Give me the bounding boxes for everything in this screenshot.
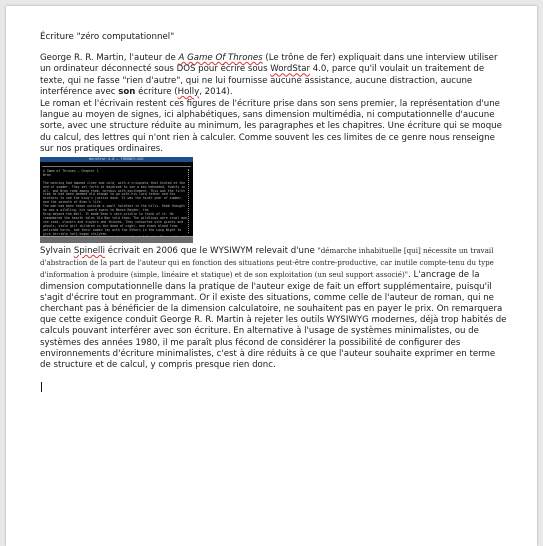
text-run: écriture (	[135, 86, 178, 97]
text-run: écrivait en 2006 que le WYSIWYM relevait d'une	[105, 246, 318, 257]
wordstar-ruler	[42, 163, 191, 167]
wordstar-line: remembered the hearth tales Old Nan told them. The wildlings were cruel men,	[43, 215, 189, 220]
quote: "démarche inhabituelle [qui] nécessite un travail d'abstraction de la part de l'auteur qui en fonction des situations peut-être contre-productive, car inutile compte-tenu du type d'information à produire (simple, linéaire et statique) et de son exploitation (un seul support associé)"	[40, 246, 494, 280]
wordstar-status-bar	[40, 236, 193, 243]
wordstar-menubar-text: WordStar 4.0 — THRONES.DOC	[89, 157, 144, 162]
wordstar-screenshot-image[interactable]	[40, 157, 193, 243]
author-name: Spinelli	[73, 246, 106, 257]
wordstar-line: time he had been deemed old enough to go with his lord father and his	[43, 192, 176, 197]
wordstar-term: WordStar	[270, 64, 310, 75]
wordstar-line: she said, slavers and slayers and thieves. They consorted with giants and	[43, 219, 184, 224]
wordstar-line: polished horns. And their women lay with the Others in the Long Night to	[43, 227, 182, 232]
wordstar-line: Bran	[43, 172, 51, 177]
text-run: . L'ancrage de la dimension computationnelle dans la pratique de l'auteur exige de fait un effort supplémentaire, puisqu'il s'agit d'écrire tout en programmant. Or il existe des situations, comme celle de l'auteur de roman, qui ne cherchant pas à bénéficier de la dimension calculatoire, ne souhaitent pas en payer le prix. On remarquera que cette exigence conduit George R. R. Martin à rejeter les outils WYSIWYG modernes, déjà trop habités de calculs pouvant interférer avec son écriture. En alternative à l'usage de systèmes minimalistes, ou de systèmes des années 1980, il me paraît plus fécond de considérer la possibilité de configurer des environnements d'écriture minimalistes, c'est à dire réduits à ce que l'auteur souhaite exprimer en terme de structure et de calcul, y compris presque rien donc.	[40, 270, 507, 371]
wordstar-right-margin	[188, 169, 190, 233]
wordstar-line: sire terrible half-human children.	[43, 231, 109, 236]
wordstar-line: The morning had dawned clear and cold, with a crispness that hinted at the	[43, 180, 186, 185]
text-run: Sylvain	[40, 246, 74, 257]
wordstar-line: he was a wildling, his sword sworn to Mance Rayder, the	[43, 208, 149, 213]
wordstar-line: end of summer. They set forth at daybreak to see a man beheaded, twenty in	[43, 184, 186, 189]
wordstar-heading: A Game of Thrones — Chapter 1	[43, 169, 99, 174]
wordstar-line: ghouls, stole girl children in the dead of night, and drank blood from	[43, 223, 178, 228]
paragraph-martin[interactable]	[40, 53, 508, 98]
bold-word: son	[118, 86, 136, 97]
text-run: 4.0, parce qu'il voulait un traitement de texte, qui ne fasse "rien d'autre", qui ne lui fournisse aucune assistance, aucune distraction, aucune interférence avec	[40, 64, 485, 97]
text-cursor	[41, 382, 42, 392]
wordstar-line: all, and Bran rode among them, nervous with excitement. This was the first	[43, 188, 186, 193]
wordstar-line: The man had been taken outside a small holdfast in the hills. Robb thought	[43, 204, 186, 209]
text-run: (Le trône de fer) expliquait dans une interview utiliser un ordinateur déconnecté sous DOS pour écrire sous	[40, 53, 498, 75]
section-title[interactable]: Écriture "zéro computationnel"	[40, 32, 175, 42]
document-body[interactable]	[40, 32, 508, 392]
wordstar-text-lines	[40, 168, 193, 243]
wordstar-menubar	[40, 157, 193, 162]
wordstar-line: brothers to see the king's justice done. It was the ninth year of summer,	[43, 196, 184, 201]
text-run: George R. R. Martin, l'auteur de	[40, 53, 179, 64]
citation-author: Holly	[177, 86, 200, 97]
wordstar-line: and the seventh of Bran's life.	[43, 200, 103, 205]
wordstar-line: King-beyond-the-Wall. It made Bran's skin prickle to think of it. He	[43, 212, 174, 216]
text-run: , 2014).	[199, 86, 233, 97]
paragraph-spinelli[interactable]	[40, 245, 508, 371]
document-page[interactable]	[6, 6, 537, 546]
paragraph-novel[interactable]: Le roman et l'écrivain restent ces figures de l'écriture prise dans son sens premier, la représentation d'une langue au moyen de signes, ici alphabétiques, sans dimension multimédia, ni computationnelle d'aucune sorte, avec une structure réduite au minimum, les paragraphes et les chapitres. Une écriture qui se moque du calcul, des lettres qui n'ont rien à calculer. Comme souvent les ces limites de ce genre nous renseigne sur nos pratiques ordinaires.	[40, 99, 502, 154]
book-title: A Game Of Thrones	[178, 53, 263, 64]
